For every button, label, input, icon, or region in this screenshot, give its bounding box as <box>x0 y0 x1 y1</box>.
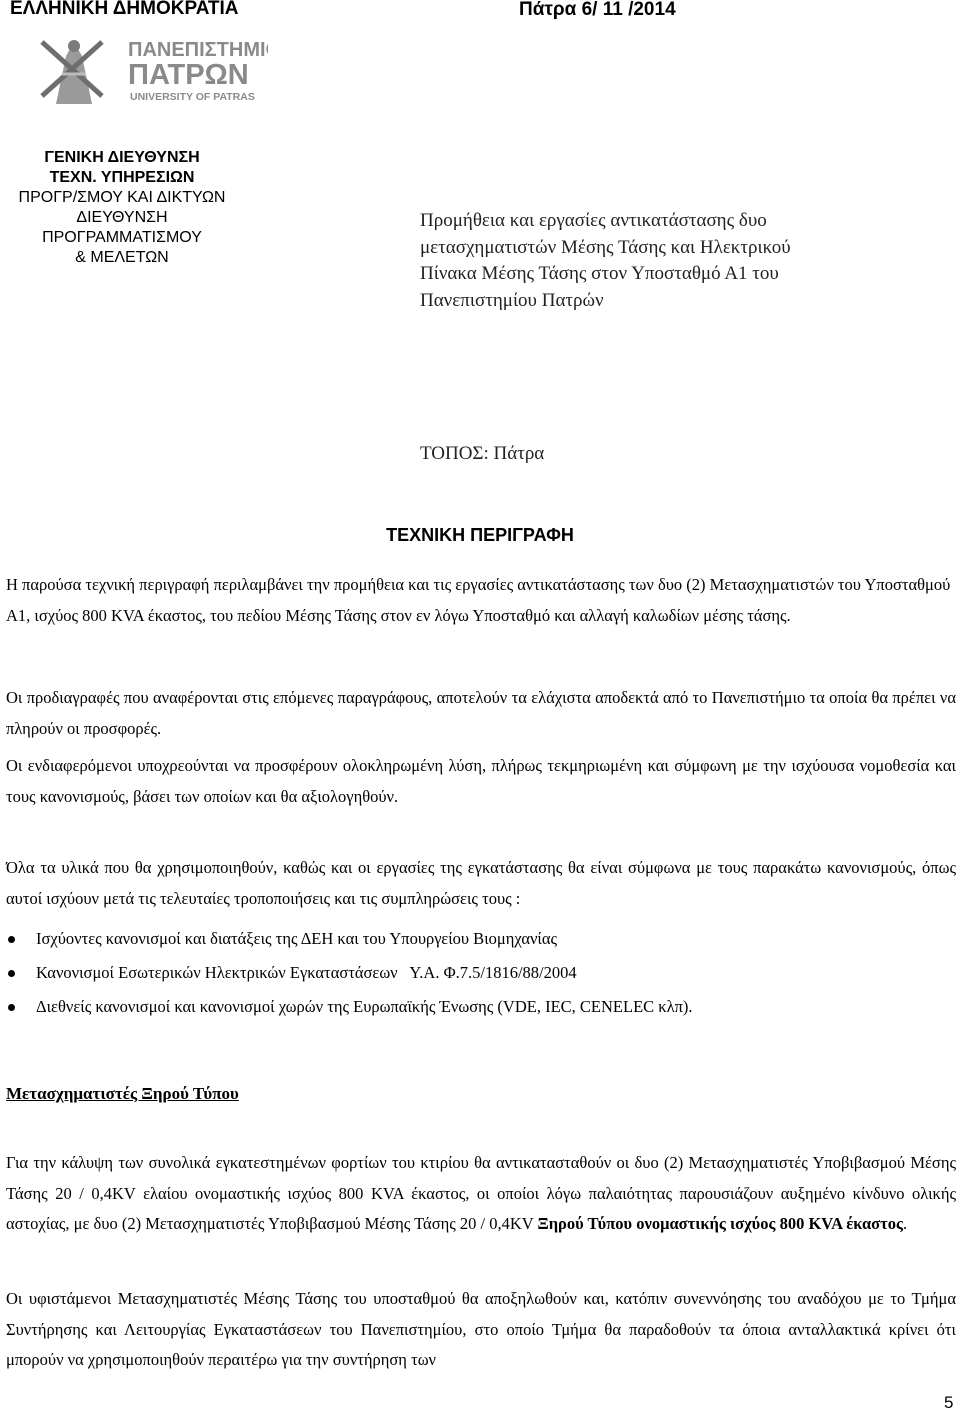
list-item: Κανονισμοί Εσωτερικών Ηλεκτρικών Εγκαταστάσεων Υ.Α. Φ.7.5/1816/88/2004 <box>6 956 956 990</box>
document-date: Πάτρα 6/ 11 /2014 <box>519 0 676 20</box>
subject-line: Πανεπιστημίου Πατρών <box>420 289 604 311</box>
republic-heading: ΕΛΛΗΝΙΚΗ ΔΗΜΟΚΡΑΤΙΑ <box>10 0 239 19</box>
list-item: Ισχύοντες κανονισμοί και διατάξεις της ΔΕΗ και του Υπουργείου Βιομηχανίας <box>6 922 956 956</box>
logo-line3: UNIVERSITY OF PATRAS <box>130 91 255 103</box>
department-line: ΤΕΧΝ. ΥΠΗΡΕΣΙΩΝ <box>49 169 195 186</box>
department-line: ΓΕΝΙΚΗ ΔΙΕΥΘΥΝΣΗ <box>44 149 200 166</box>
subject-line: Πίνακα Μέσης Τάσης στον Υποσταθμό Α1 του <box>420 263 779 284</box>
logo-line2: ΠΑΤΡΩΝ <box>128 59 249 91</box>
section-heading: Μετασχηματιστές Ξηρού Τύπου <box>6 1084 239 1103</box>
bullet-icon <box>8 936 15 943</box>
logo-emblem-icon <box>36 34 108 106</box>
university-logo <box>36 34 268 106</box>
standards-list <box>6 922 956 1024</box>
paragraph: Όλα τα υλικά που θα χρησιμοποιηθούν, καθώς και οι εργασίες της εγκατάστασης θα είναι σύμφωνα με τους παρακάτω κανονισμούς, όπως αυτοί ισχύουν μετά τις τελευταίες τροποποιήσεις και τις συμπληρώσεις τους : <box>6 858 956 908</box>
bullet-icon <box>8 1004 15 1011</box>
subject-line: μετασχηματιστών Μέσης Τάσης και Ηλεκτρικού <box>420 236 791 258</box>
paragraph: Η παρούσα τεχνική περιγραφή περιλαμβάνει την προμήθεια και τις εργασίες αντικατάστασης των δυο (2) Μετασχηματιστών του Υποσταθμού Α1, ισχύος 800 KVA έκαστος, του πεδίου Μέσης Τάσης στον εν λόγω Υποσταθμό και αλλαγή καλωδίων μέσης τάσης. <box>6 575 951 625</box>
bullet-icon <box>8 970 15 977</box>
department-line: & ΜΕΛΕΤΩΝ <box>75 249 169 266</box>
department-line: ΠΡΟΓΡ/ΣΜΟΥ ΚΑΙ ΔΙΚΤΥΩΝ <box>18 189 226 206</box>
list-item: Διεθνείς κανονισμοί και κανονισμοί χωρών της Ευρωπαϊκής Ένωσης (VDE, IEC, CENELEC κλπ). <box>6 990 956 1024</box>
paragraph: Οι προδιαγραφές που αναφέρονται στις επόμενες παραγράφους, αποτελούν τα ελάχιστα αποδεκτά από το Πανεπιστήμιο τα οποία θα πρέπει να πληρούν οι προσφορές. <box>6 688 956 738</box>
bold-phrase: Ξηρού Τύπου ονομαστικής ισχύος 800 KVA έκαστος <box>537 1214 903 1233</box>
subject-block <box>420 208 940 314</box>
logo-line1: ΠΑΝΕΠΙΣΤΗΜΙΟ <box>128 39 268 61</box>
page-number: 5 <box>944 1393 954 1412</box>
subject-line: Προμήθεια και εργασίες αντικατάστασης δυο <box>420 210 767 231</box>
document-title: ΤΕΧΝΙΚΗ ΠΕΡΙΓΡΑΦΗ <box>386 525 574 545</box>
place-label: ΤΟΠΟΣ: Πάτρα <box>420 443 545 464</box>
department-line: ΠΡΟΓΡΑΜΜΑΤΙΣΜΟΥ <box>42 229 202 246</box>
department-line: ΔΙΕΥΘΥΝΣΗ <box>76 209 168 226</box>
department-block <box>10 148 234 268</box>
paragraph: Οι υφιστάμενοι Μετασχηματιστές Μέσης Τάσης του υποσταθμού θα αποξηλωθούν και, κατόπιν συνεννόησης του αναδόχου με το Τμήμα Συντήρησης και Λειτουργίας Εγκαταστάσεων του Πανεπιστημίου, στο οποίο Τμήμα θα παραδοθούν τα όποια ανταλλακτικά κρίνει ότι μπορούν να χρησιμοποιηθούν περαιτέρω για την συντήρηση των <box>6 1289 956 1369</box>
paragraph: Οι ενδιαφερόμενοι υποχρεούνται να προσφέρουν ολοκληρωμένη λύση, πλήρως τεκμηριωμένη και σύμφωνη με την ισχύουσα νομοθεσία και τους κανονισμούς, βάσει των οποίων και θα αξιολογηθούν. <box>6 756 956 806</box>
paragraph: Για την κάλυψη των συνολικά εγκατεστημένων φορτίων του κτιρίου θα αντικατασταθούν οι δυο (2) Μετασχηματιστές Υποβιβασμού Μέσης Τάσης 20 / 0,4KV ελαίου ονομαστικής ισχύος 800 KVA έκαστος, οι οποίοι λόγω παλαιότητας παρουσιάζουν αυξημένο κίνδυνο ολικής αστοχίας, με δυο (2) Μετασχηματιστές Υποβιβασμού Μέσης Τάσης 20 / 0,4KV Ξηρού Τύπου ονομαστικής ισχύος 800 KVA έκαστος. <box>6 1153 956 1233</box>
